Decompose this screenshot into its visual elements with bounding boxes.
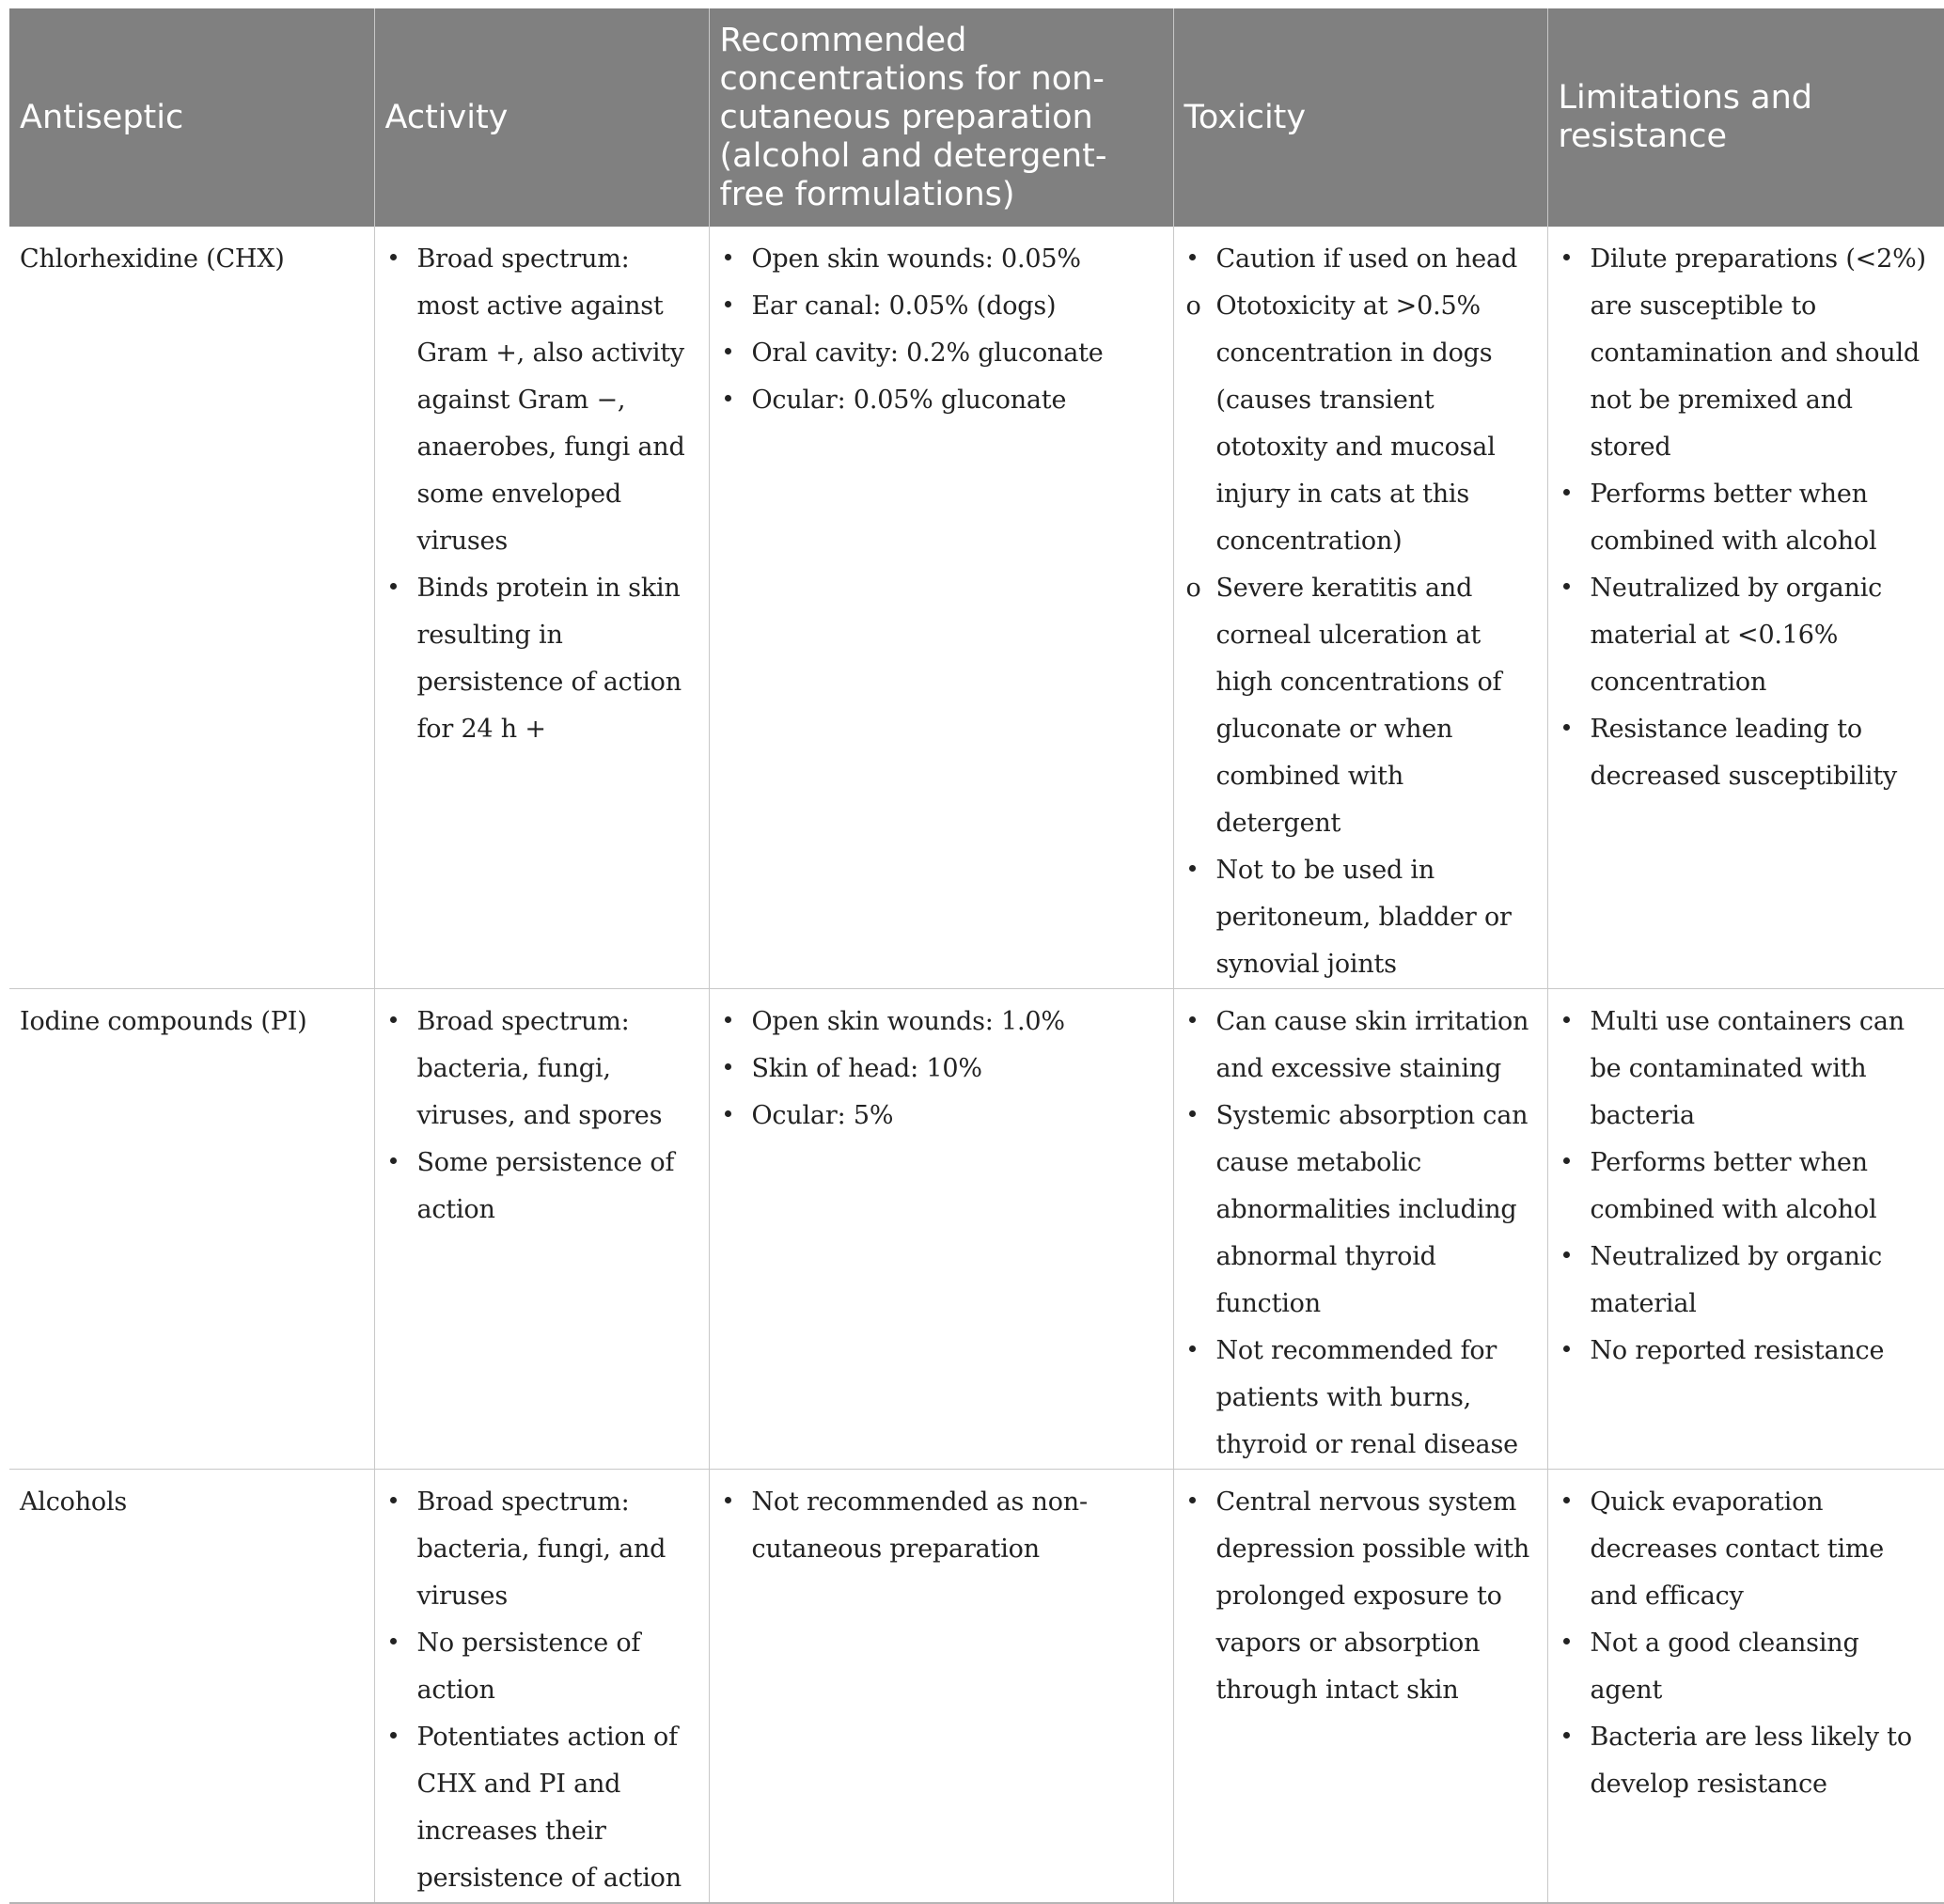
bullet-marker: [1186, 847, 1196, 894]
list-item-text: Broad spectrum: most active against Gram +, also activity against Gram −, anaerobes, fungi and some enveloped viruses: [416, 244, 685, 556]
bullet-dot-icon: [725, 1016, 731, 1023]
bullet-marker: [387, 1140, 397, 1187]
list-item-text: Not to be used in peritoneum, bladder or synovial joints: [1215, 856, 1512, 979]
list-item: [720, 377, 1162, 424]
bullet-marker: [387, 999, 397, 1046]
bullet-dot-icon: [1563, 489, 1570, 496]
activity-list: [385, 236, 698, 753]
bullet-dot-icon: [1189, 1016, 1196, 1023]
bullet-marker: [387, 1714, 397, 1761]
list-item-text: Broad spectrum: bacteria, fungi, viruses, and spores: [416, 1007, 663, 1130]
bullet-marker: [1186, 1328, 1196, 1375]
list-item-text: Not recommended as non-cutaneous preparation: [751, 1487, 1088, 1564]
bullet-dot-icon: [1563, 1251, 1570, 1258]
antiseptic-name-cell: Iodine compounds (PI): [9, 989, 374, 1470]
bullet-marker: [722, 1046, 731, 1093]
bullet-marker: [1560, 1234, 1570, 1281]
concentrations-cell: [709, 989, 1173, 1470]
list-item: [1559, 471, 1934, 565]
list-item-text: No reported resistance: [1590, 1336, 1885, 1365]
bullet-marker: [1560, 1328, 1570, 1375]
list-item-text: Neutralized by organic material: [1590, 1242, 1883, 1318]
list-item-text: Not recommended for patients with burns, thyroid or renal disease: [1215, 1336, 1518, 1459]
list-item-text: Not a good cleansing agent: [1590, 1629, 1859, 1705]
list-item-text: Ocular: 0.05% gluconate: [751, 386, 1067, 415]
list-item: [1559, 706, 1934, 800]
list-item: [1184, 999, 1536, 1093]
bullet-marker: [1560, 1714, 1570, 1761]
list-item-text: Skin of head: 10%: [751, 1054, 982, 1083]
list-item-text: Dilute preparations (<2%) are susceptible to contamination and should not be premixed and stored: [1590, 244, 1926, 462]
list-item: [1559, 1620, 1934, 1714]
list-item: [1559, 1479, 1934, 1620]
header-row: [9, 8, 1944, 227]
list-item: [385, 1620, 698, 1714]
bullet-marker: [722, 236, 731, 283]
header-antiseptic: Antiseptic: [9, 8, 374, 227]
bullet-dot-icon: [1189, 1110, 1196, 1117]
bullet-marker: [1186, 999, 1196, 1046]
list-item-text: Ocular: 5%: [751, 1101, 894, 1130]
bullet-dot-icon: [1189, 1497, 1196, 1503]
bullet-marker: [387, 1479, 397, 1526]
list-item: [385, 1140, 698, 1234]
bullet-dot-icon: [1563, 1016, 1570, 1023]
concentrations-list: [720, 1479, 1162, 1573]
list-item: [720, 236, 1162, 283]
list-item-text: Open skin wounds: 0.05%: [751, 244, 1081, 274]
list-item-text: Bacteria are less likely to develop resistance: [1590, 1723, 1912, 1799]
limitations-list: [1559, 236, 1934, 800]
concentrations-list: [720, 236, 1162, 424]
header-limitations-resistance: Limitations and resistance: [1547, 8, 1944, 227]
activity-list: [385, 999, 698, 1234]
activity-cell: [374, 1470, 709, 1904]
list-item: [1184, 565, 1536, 847]
bullet-dot-icon: [390, 1157, 397, 1164]
bullet-marker: [1560, 565, 1570, 612]
bullet-marker: [1560, 471, 1570, 518]
list-item-text: Broad spectrum: bacteria, fungi, and viruses: [416, 1487, 666, 1611]
bullet-marker: [387, 565, 397, 612]
list-item: [385, 236, 698, 565]
list-item: [1559, 1714, 1934, 1808]
bullet-dot-icon: [1189, 865, 1196, 872]
list-item-text: Multi use containers can be contaminated with bacteria: [1590, 1007, 1905, 1130]
sub-bullet-marker: o: [1185, 291, 1201, 321]
list-item-text: Oral cavity: 0.2% gluconate: [751, 338, 1104, 368]
bullet-marker: [1186, 1093, 1196, 1140]
list-item: [1184, 1093, 1536, 1328]
bullet-dot-icon: [725, 1063, 731, 1070]
bullet-dot-icon: [390, 583, 397, 590]
bullet-dot-icon: [390, 1638, 397, 1644]
list-item: [720, 1479, 1162, 1573]
list-item-text: No persistence of action: [416, 1629, 641, 1705]
list-item: [1184, 1479, 1536, 1714]
toxicity-list: [1184, 236, 1536, 988]
limitations-list: [1559, 999, 1934, 1375]
concentrations-list: [720, 999, 1162, 1140]
header-toxicity: Toxicity: [1173, 8, 1547, 227]
list-item: [385, 999, 698, 1140]
toxicity-cell: [1173, 1470, 1547, 1904]
bullet-dot-icon: [725, 254, 731, 260]
bullet-dot-icon: [390, 254, 397, 260]
list-item-text: Systemic absorption can cause metabolic abnormalities including abnormal thyroid function: [1215, 1101, 1529, 1318]
list-item-text: Severe keratitis and corneal ulceration at high concentrations of gluconate or when combined with detergent: [1215, 574, 1502, 838]
list-item: [1559, 1140, 1934, 1234]
list-item: [720, 1046, 1162, 1093]
list-item-text: Potentiates action of CHX and PI and increases their persistence of action: [416, 1723, 682, 1893]
concentrations-cell: [709, 227, 1173, 989]
sub-bullet-marker: o: [1185, 574, 1201, 603]
list-item: [1559, 1328, 1934, 1375]
table-row: [9, 1470, 1944, 1904]
list-item-text: Some persistence of action: [416, 1148, 675, 1224]
list-item-text: Binds protein in skin resulting in persistence of action for 24 h +: [416, 574, 682, 744]
table-row: [9, 989, 1944, 1470]
bullet-dot-icon: [1563, 254, 1570, 260]
list-item: [385, 1479, 698, 1620]
list-item: [1559, 236, 1934, 471]
bullet-dot-icon: [1563, 1157, 1570, 1164]
bullet-marker: [1560, 999, 1570, 1046]
bullet-marker: [1186, 1479, 1196, 1526]
bullet-dot-icon: [390, 1016, 397, 1023]
list-item: [385, 1714, 698, 1902]
list-item-text: Performs better when combined with alcohol: [1590, 1148, 1877, 1224]
toxicity-cell: [1173, 989, 1547, 1470]
bullet-dot-icon: [725, 395, 731, 401]
bullet-marker: [722, 999, 731, 1046]
antiseptic-table: [9, 8, 1944, 1904]
limitations-list: [1559, 1479, 1934, 1808]
bullet-marker: [1560, 1479, 1570, 1526]
list-item-text: Caution if used on head: [1215, 244, 1518, 274]
list-item-text: Resistance leading to decreased susceptibility: [1590, 715, 1898, 791]
toxicity-list: [1184, 999, 1536, 1469]
header-activity: Activity: [374, 8, 709, 227]
limitations-cell: [1547, 227, 1944, 989]
list-item: [1184, 847, 1536, 988]
bullet-marker: [1560, 1620, 1570, 1667]
list-item: [720, 1093, 1162, 1140]
list-item: [720, 330, 1162, 377]
bullet-marker: [1186, 236, 1196, 283]
list-item: [1184, 236, 1536, 283]
concentrations-cell: [709, 1470, 1173, 1904]
bullet-dot-icon: [725, 1497, 731, 1503]
list-item: [720, 283, 1162, 330]
bullet-marker: [387, 1620, 397, 1667]
bullet-marker: [722, 283, 731, 330]
bullet-marker: [722, 330, 731, 377]
bullet-marker: [387, 236, 397, 283]
activity-cell: [374, 989, 709, 1470]
list-item: [1559, 1234, 1934, 1328]
bullet-dot-icon: [1189, 1345, 1196, 1352]
list-item: [1184, 1328, 1536, 1469]
list-item: [385, 565, 698, 753]
list-item: [1184, 283, 1536, 565]
bullet-marker: [1560, 1140, 1570, 1187]
header-recommended-concentrations: Recommended concentrations for non-cutaneous preparation (alcohol and detergent-free formulations): [709, 8, 1173, 227]
antiseptic-name-cell: Chlorhexidine (CHX): [9, 227, 374, 989]
bullet-dot-icon: [1563, 1638, 1570, 1644]
bullet-marker: [722, 1479, 731, 1526]
list-item: [1559, 565, 1934, 706]
bullet-dot-icon: [1563, 583, 1570, 590]
activity-list: [385, 1479, 698, 1902]
toxicity-cell: [1173, 227, 1547, 989]
bullet-marker: [722, 377, 731, 424]
bullet-dot-icon: [725, 348, 731, 354]
limitations-cell: [1547, 1470, 1944, 1904]
bullet-dot-icon: [725, 1110, 731, 1117]
toxicity-list: [1184, 1479, 1536, 1714]
bullet-marker: [722, 1093, 731, 1140]
list-item-text: Central nervous system depression possible with prolonged exposure to vapors or absorption through intact skin: [1215, 1487, 1530, 1705]
bullet-dot-icon: [1563, 1345, 1570, 1352]
list-item-text: Neutralized by organic material at <0.16% concentration: [1590, 574, 1883, 697]
bullet-dot-icon: [1189, 254, 1196, 260]
activity-cell: [374, 227, 709, 989]
table-row: [9, 227, 1944, 989]
list-item-text: Ototoxicity at >0.5% concentration in dogs (causes transient ototoxity and mucosal injury in cats at this concentration): [1215, 291, 1496, 556]
list-item: [1559, 999, 1934, 1140]
list-item-text: Ear canal: 0.05% (dogs): [751, 291, 1057, 321]
antiseptic-name-cell: Alcohols: [9, 1470, 374, 1904]
bullet-marker: [1560, 236, 1570, 283]
list-item-text: Open skin wounds: 1.0%: [751, 1007, 1065, 1036]
bullet-dot-icon: [390, 1497, 397, 1503]
bullet-dot-icon: [1563, 724, 1570, 731]
bullet-dot-icon: [725, 301, 731, 307]
limitations-cell: [1547, 989, 1944, 1470]
bullet-dot-icon: [1563, 1497, 1570, 1503]
list-item-text: Performs better when combined with alcohol: [1590, 480, 1877, 556]
bullet-marker: [1560, 706, 1570, 753]
table-body: [9, 227, 1944, 1903]
list-item-text: Quick evaporation decreases contact time and efficacy: [1590, 1487, 1885, 1611]
list-item: [720, 999, 1162, 1046]
table-header: [9, 8, 1944, 227]
list-item-text: Can cause skin irritation and excessive staining: [1215, 1007, 1529, 1083]
